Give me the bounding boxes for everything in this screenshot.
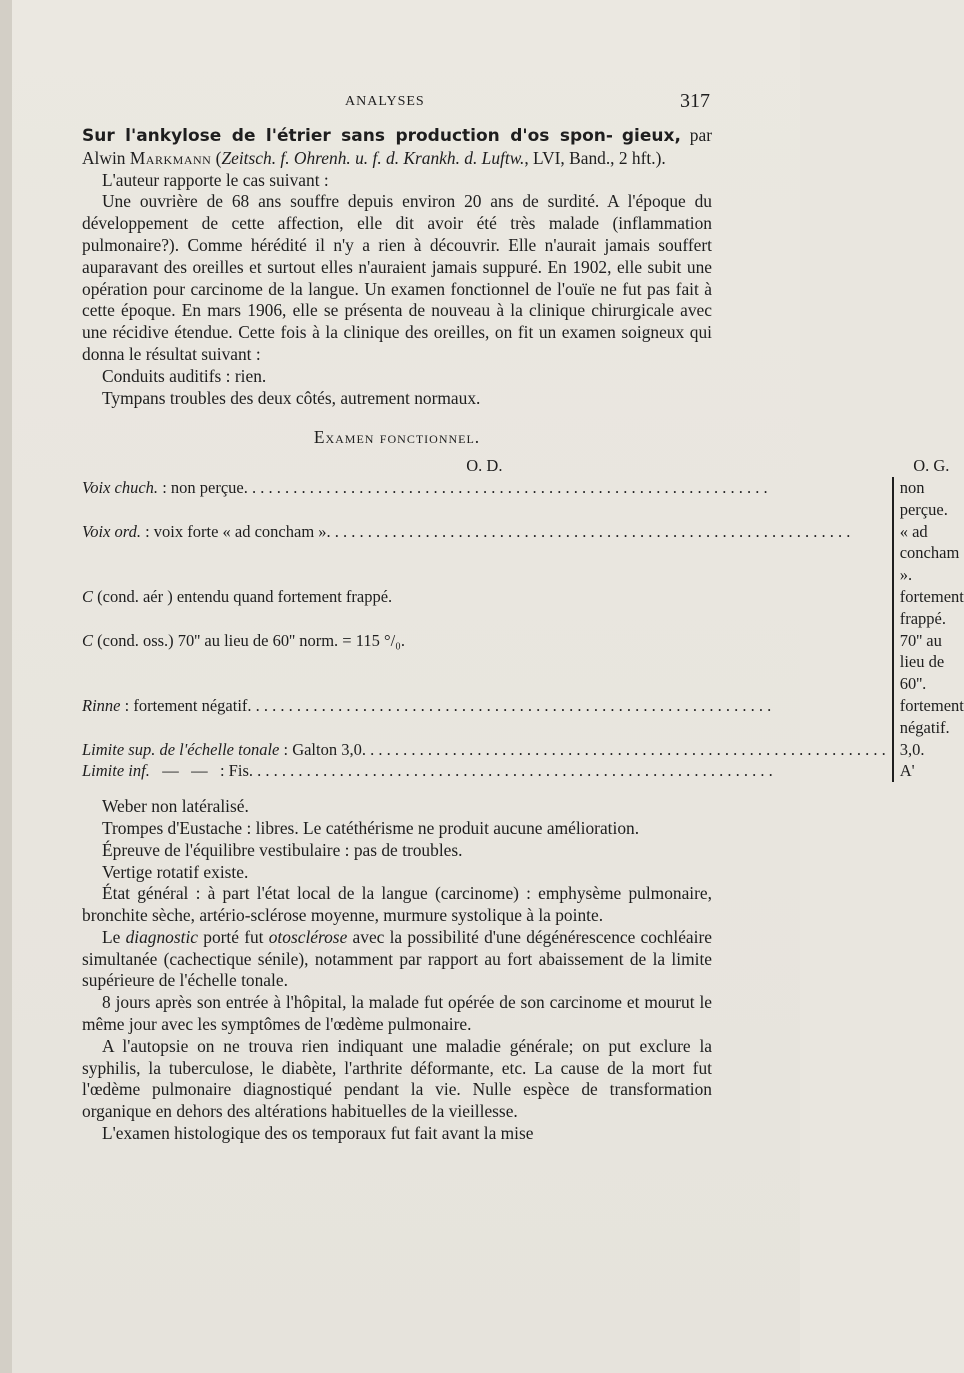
vertige-line: Vertige rotatif existe. xyxy=(102,861,249,882)
exam-row xyxy=(82,739,964,761)
examen-histologique-line: L'examen histologique des os temporaux fut fait avant la mise xyxy=(102,1123,534,1144)
leader-dots xyxy=(247,695,885,717)
exam-row-od: (cond. oss.) 70'' au lieu de 60'' norm. = 115 °/₀. xyxy=(93,630,406,650)
title-text: Sur l'ankylose de l'étrier sans production d'os spon- xyxy=(82,126,613,146)
exam-row-og: fortement négatif. xyxy=(893,695,964,739)
etat-paragraph: État général : à part l'état local de la langue (carcinome) : emphysème pulmonaire, bronchite sèche, artério-sclérose moyenne, murmure systolique à la pointe. xyxy=(82,883,712,926)
otosclerose-word: otosclérose xyxy=(268,926,348,947)
exam-row xyxy=(82,630,964,695)
journal-citation: Zeitsch. f. Ohrenh. u. f. d. Krankh. d. Luftw. xyxy=(221,147,525,168)
article-body xyxy=(82,125,964,1145)
case-paragraph: Une ouvrière de 68 ans souffre depuis environ 20 ans de surdité. A l'époque du développement de cette affection, elle dit avoir été très malade (inflammation pulmonaire?). Comme hérédité il n'y a rien à découvrir. Elle n'aurait jamais souffert auparavant des oreilles et surtout elles n'auraient jamais suppuré. En 1902, elle subit une opération pour carcinome de la langue. Un examen fonctionnel de l'ouïe ne fut pas fait à cette époque. En mars 1906, elle se présenta de nouveau à la clinique chirurgicale avec une récidive étendue. Cette fois à la clinique des oreilles, on fit un examen soigneux qui donna le résultat suivant : xyxy=(82,191,712,364)
exam-row xyxy=(82,586,964,630)
page-edge-shadow xyxy=(0,0,12,1373)
exam-row-og: 3,0. xyxy=(893,739,964,761)
exam-row xyxy=(82,521,964,586)
article-title xyxy=(82,125,712,170)
exam-row xyxy=(82,695,964,739)
leader-dots xyxy=(362,739,886,761)
tympans-line: Tympans troubles des deux côtés, autrement normaux. xyxy=(102,387,481,408)
weber-line: Weber non latéralisé. xyxy=(102,796,249,817)
exam-row-label: C xyxy=(82,630,94,650)
exam-row-od: : non perçue xyxy=(158,477,244,497)
exam-row-od: (cond. aér ) entendu quand fortement frappé. xyxy=(93,586,393,606)
page-header xyxy=(0,90,800,114)
exam-row-label: Voix ord. xyxy=(82,521,141,541)
exam-header-row xyxy=(82,455,964,477)
diagnostic-rest: avec la possibilité d'une dégénérescence cochléaire simultanée (cachectique sénile), notamment par rapport au fort abaissement de la limite supérieure de l'échelle tonale. xyxy=(82,926,712,991)
od-header: O. D. xyxy=(466,456,503,476)
huit-jours-paragraph: 8 jours après son entrée à l'hôpital, la malade fut opérée de son carcinome et mourut le même jour avec les symptômes de l'œdème pulmonaire. xyxy=(82,992,712,1035)
diagnostic-word: diagnostic xyxy=(125,926,199,947)
exam-row-label: C xyxy=(82,586,94,606)
diagnostic-mid: porté fut xyxy=(198,926,269,947)
leader-dots xyxy=(249,760,886,782)
og-header: O. G. xyxy=(913,456,950,476)
diagnostic-paragraph xyxy=(82,927,712,992)
trompes-paragraph: Trompes d'Eustache : libres. Le catéthérisme ne produit aucune amélioration. xyxy=(102,817,640,838)
exam-row-od: : fortement négatif xyxy=(120,695,248,715)
by-word: par xyxy=(680,125,712,145)
exam-row-od: : voix forte « ad concham » xyxy=(140,521,327,541)
exam-row-label: Voix chuch. xyxy=(82,477,159,497)
findings-section xyxy=(82,796,712,1145)
exam-row-od: — — : Fis xyxy=(149,761,249,781)
author-first-name: Alwin xyxy=(82,147,126,168)
exam-row-og: 70'' au lieu de 60''. xyxy=(893,630,964,695)
conduits-line: Conduits auditifs : rien. xyxy=(102,365,267,386)
leader-dots xyxy=(327,521,886,543)
exam-row-label: Limite inf. xyxy=(82,761,150,781)
exam-row-og: non perçue. xyxy=(893,477,964,521)
exam-heading: Examen fonctionnel. xyxy=(313,427,481,448)
exam-row xyxy=(82,760,964,782)
citation-open: ( xyxy=(211,147,222,168)
exam-row-od: : Galton 3,0 xyxy=(279,739,362,759)
exam-row-label: Limite sup. de l'échelle tonale xyxy=(82,739,280,759)
running-head: ANALYSES xyxy=(345,94,425,109)
exam-row-label: Rinne xyxy=(82,695,121,715)
page-number: 317 xyxy=(680,90,710,112)
title-text-continued: gieux, xyxy=(621,126,681,146)
exam-row-og: « ad concham ». xyxy=(893,521,964,586)
autopsie-paragraph: A l'autopsie on ne trouva rien indiquant une maladie générale; on put exclure la syphilis, la tuberculose, le diabète, l'arthrite déformante, etc. La cause de la mort fut l'œdème pulmonaire diagnostiqué pendant la vie. Nulle espèce de transformation organique en dehors des altérations habituelles de la vieillesse. xyxy=(82,1035,712,1122)
diagnostic-lead: Le xyxy=(102,926,126,947)
exam-row-og: fortement frappé. xyxy=(893,586,964,630)
leader-dots xyxy=(244,477,886,499)
epreuve-line: Épreuve de l'équilibre vestibulaire : pas de troubles. xyxy=(102,839,463,860)
citation-volume: , LVI, Band., 2 hft.). xyxy=(524,147,666,168)
exam-row xyxy=(82,477,964,521)
intro-sentence: L'auteur rapporte le cas suivant : xyxy=(102,169,329,190)
author-last-name: Markmann xyxy=(129,147,212,168)
exam-row-og: A' xyxy=(893,760,964,782)
exam-table xyxy=(82,455,964,782)
